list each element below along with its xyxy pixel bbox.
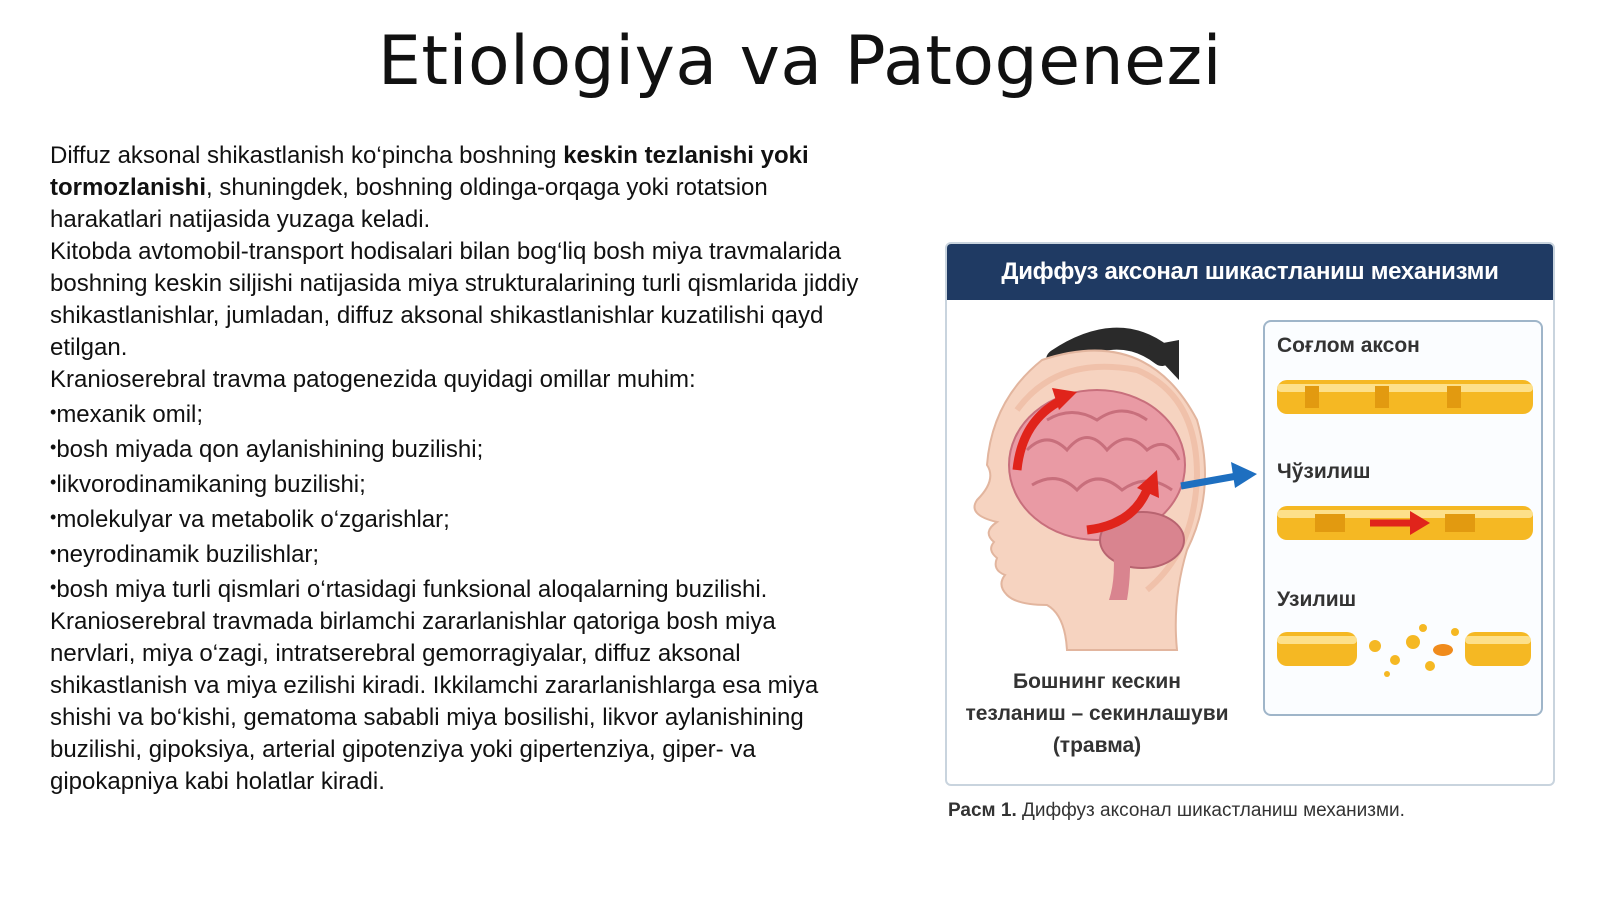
- blue-arrow-icon: [1179, 458, 1259, 498]
- figure-header: Диффуз аксонал шикастланиш механизми: [947, 244, 1553, 300]
- diagram-figure: [945, 242, 1555, 786]
- bold-phrase: keskin tezlanishi yoki tormozlanishi: [50, 142, 809, 201]
- figure-caption: [948, 800, 1405, 822]
- bullet-item: • bosh miyada qon aylanishining buzilishi;: [50, 431, 865, 466]
- paragraph-text: , shuningdek, boshning oldinga-orqaga yoki rotatsion harakatlari natijasida yuzaga keladi.: [50, 174, 768, 233]
- bullet-item: • molekulyar va metabolik o‘zgarishlar;: [50, 501, 865, 536]
- axon-label-rupture: Узилиш: [1277, 588, 1357, 611]
- stretched-axon: [1275, 498, 1535, 548]
- paragraph-text: Diffuz aksonal shikastlanish ko‘pincha boshning: [50, 142, 564, 169]
- bullet-item: • likvorodinamikaning buzilishi;: [50, 466, 865, 501]
- paragraph-factors-intro: Kranioserebral travma patogenezida quyidagi omillar muhim:: [50, 366, 696, 393]
- head-caption: [947, 666, 1247, 762]
- caption-text: Диффуз аксонал шикастланиш механизми.: [1016, 800, 1405, 821]
- axon-panel: [1263, 320, 1543, 716]
- healthy-axon: [1275, 372, 1535, 422]
- paragraph-book: Kitobda avtomobil-transport hodisalari bilan bog‘liq bosh miya travmalarida boshning keskin siljishi natijasida miya strukturalarining turli qismlarida jiddiy shikastlanishlar, jumladan, diffuz aksonal shikastlanishlar kuzatilishi qayd etilgan.: [50, 238, 859, 361]
- caption-prefix: Расм 1.: [948, 800, 1017, 821]
- paragraph-lesions: Kranioserebral travmada birlamchi zararlanishlar qatoriga bosh miya nervlari, miya o‘zagi, intratserebral gemorragiyalar, diffuz aksonal shikastlanish va miya ezilishi kiradi. Ikkilamchi zararlanishlarga esa miya shishi va bo‘kishi, gematoma sababli miya bosilishi, likvor aylanishining buzilishi, gipoksiya, arterial gipotenziya yoki gipertenziya, giper- va gipokapniya kabi holatlar kiradi.: [50, 608, 819, 795]
- bullet-item: • mexanik omil;: [50, 396, 865, 431]
- head-caption-line: тезланиш – секинлашуви: [965, 702, 1229, 725]
- head-caption-line: Бошнинг кескин: [1013, 670, 1181, 693]
- figure-body: [947, 300, 1553, 786]
- slide-title: Etiologiya va Patogenezi: [377, 22, 1223, 101]
- axon-label-stretch: Чўзилиш: [1277, 460, 1371, 483]
- axon-label-healthy: Соғлом аксон: [1277, 334, 1420, 357]
- ruptured-axon: [1275, 622, 1535, 682]
- paragraph-etiology: [50, 140, 865, 236]
- bullet-item: • bosh miya turli qismlari o‘rtasidagi funksional aloqalarning buzilishi.: [50, 571, 865, 606]
- head-caption-line: (травма): [1052, 734, 1142, 757]
- body-text: [50, 140, 865, 798]
- bullet-item: • neyrodinamik buzilishlar;: [50, 536, 865, 571]
